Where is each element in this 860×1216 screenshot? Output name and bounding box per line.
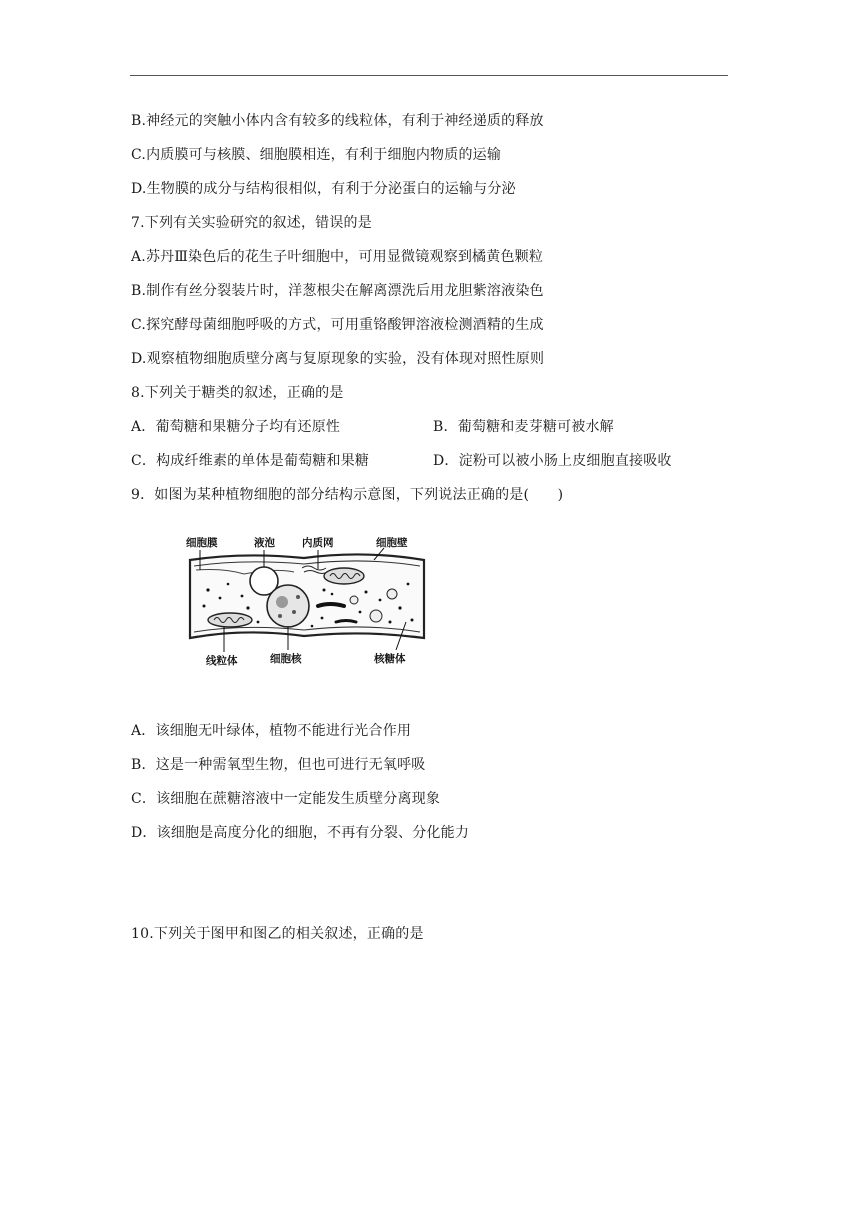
label-cell-membrane: 细胞膜	[186, 537, 218, 549]
plant-cell-diagram	[184, 534, 430, 670]
label-er: 内质网	[302, 537, 334, 549]
q9-option-a: A．该细胞无叶绿体，植物不能进行光合作用	[131, 723, 412, 739]
label-vacuole: 液泡	[254, 537, 275, 549]
q10-stem: 10.下列关于图甲和图乙的相关叙述，正确的是	[131, 926, 424, 942]
q7-option-a: A.苏丹Ⅲ染色后的花生子叶细胞中，可用显微镜观察到橘黄色颗粒	[131, 249, 544, 265]
q6-option-d: D.生物膜的成分与结构很相似，有利于分泌蛋白的运输与分泌	[131, 181, 516, 197]
label-cell-wall: 细胞壁	[376, 537, 408, 549]
q7-option-b: B.制作有丝分裂装片时，洋葱根尖在解离漂洗后用龙胆紫溶液染色	[131, 283, 544, 299]
q8-option-c: C．构成纤维素的单体是葡萄糖和果糖	[131, 453, 370, 469]
header-rule	[130, 75, 728, 76]
q7-option-d: D.观察植物细胞质壁分离与复原现象的实验，没有体现对照性原则	[131, 351, 545, 367]
q6-option-b: B.神经元的突触小体内含有较多的线粒体，有利于神经递质的释放	[131, 113, 544, 129]
q9-option-c: C．该细胞在蔗糖溶液中一定能发生质壁分离现象	[131, 791, 441, 807]
q7-option-c: C.探究酵母菌细胞呼吸的方式，可用重铬酸钾溶液检测酒精的生成	[131, 317, 544, 333]
label-nucleus: 细胞核	[270, 653, 302, 665]
q8-option-b: B．葡萄糖和麦芽糖可被水解	[433, 419, 614, 435]
q9-option-d: D．该细胞是高度分化的细胞，不再有分裂、分化能力	[131, 825, 470, 841]
q8-stem: 8.下列关于糖类的叙述，正确的是	[131, 385, 344, 401]
label-ribosome: 核糖体	[374, 653, 406, 665]
q8-option-a: A．葡萄糖和果糖分子均有还原性	[131, 419, 341, 435]
q8-option-d: D．淀粉可以被小肠上皮细胞直接吸收	[433, 453, 672, 469]
q7-stem: 7.下列有关实验研究的叙述，错误的是	[131, 215, 372, 231]
q9-stem: 9．如图为某种植物细胞的部分结构示意图，下列说法正确的是( )	[131, 487, 564, 503]
q9-option-b: B．这是一种需氧型生物，但也可进行无氧呼吸	[131, 757, 426, 773]
label-mitochondrion: 线粒体	[206, 655, 238, 667]
q6-option-c: C.内质膜可与核膜、细胞膜相连，有利于细胞内物质的运输	[131, 147, 502, 163]
